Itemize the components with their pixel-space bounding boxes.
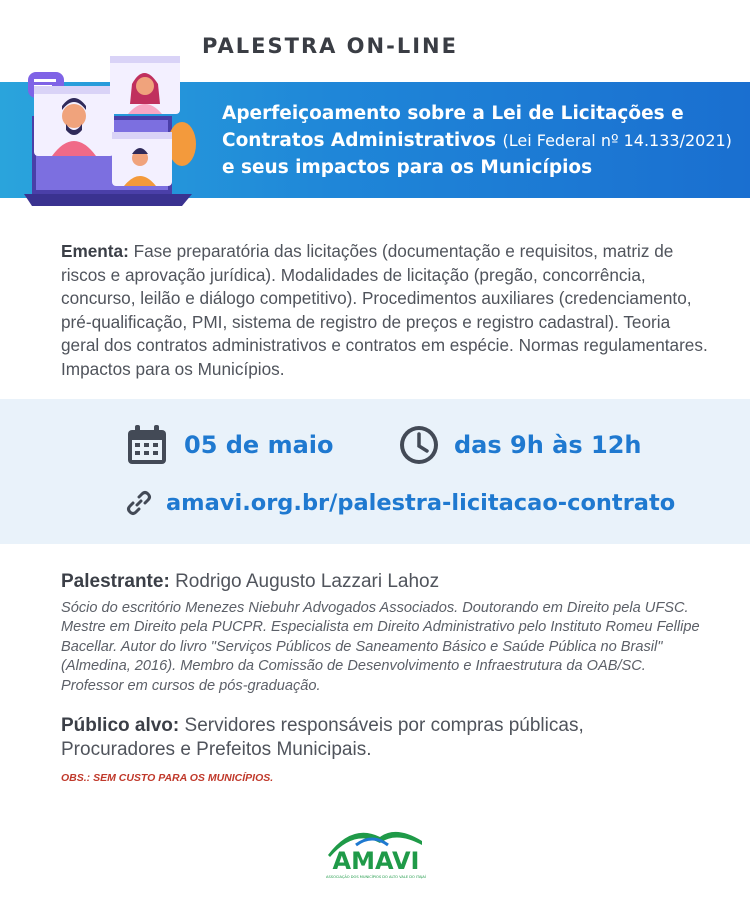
calendar-icon [126,424,168,466]
ementa-paragraph [61,240,711,382]
audience-label: Público alvo: [61,715,180,736]
link-text[interactable]: amavi.org.br/palestra-licitacao-contrato [166,490,676,516]
ementa-label: Ementa: [61,241,129,261]
date-text: 05 de maio [184,431,334,459]
observation-note: OBS.: SEM CUSTO PARA OS MUNICÍPIOS. [61,772,274,784]
page-title: PALESTRA ON-LINE [202,34,458,58]
event-date [126,424,333,466]
speaker-bio: Sócio do escritório Menezes Niebuhr Advogados Associados. Doutorando em Direito pela UFSC. Mestre em Direito pela PUCPR. Especialista em Direito Administrativo pelo Instituto Romeu Fellipe Bacellar. Autor do livro "Serviços Públicos de Saneamento Básico e Saúde Pública no Brasil" (Almedina, 2016). Membro da Comissão de Desenvolvimento e Infraestrutura da OAB/SC. Professor em cursos de pós-graduação. [61,600,700,694]
amavi-logo [322,815,430,881]
logo-tagline: ASSOCIAÇÃO DOS MUNICÍPIOS DO ALTO VALE DO ITAJAÍ [326,875,426,879]
video-conference-illustration [22,54,202,214]
banner-title-line1: Aperfeiçoamento sobre a Lei de Licitações e [222,103,684,124]
audience-text: Servidores responsáveis por compras públicas, Procuradores e Prefeitos Municipais. [61,715,584,760]
banner-title-line2: Contratos Administrativos [222,130,497,151]
audience-section [61,714,701,762]
banner-title [222,100,732,181]
speaker-name: Rodrigo Augusto Lazzari Lahoz [175,571,440,592]
time-text: das 9h às 12h [454,431,642,459]
event-info-band [0,399,750,544]
link-icon [126,490,152,516]
banner-title-line3: e seus impactos para os Municípios [222,157,593,178]
speaker-section [61,571,701,696]
clock-icon [398,424,440,466]
date-time-row [0,424,750,468]
event-link[interactable] [126,490,675,516]
speaker-line [61,571,701,593]
ementa-text: Fase preparatória das licitações (documentação e requisitos, matriz de riscos e aprovação jurídica). Modalidades de licitação (pregão, concorrência, concurso, leilão e diálogo competitivo). Procedimentos auxiliares (credenciamento, pré-qualificação, PMI, sistema de registro de preços e registro cadastral). Teoria geral dos contratos administrativos e contratos em espécie. Normas regulamentares. Impactos para os Municípios. [61,241,708,379]
law-reference: (Lei Federal nº 14.133/2021) [502,131,732,150]
event-time [398,424,641,466]
logo-text: AMAVI [332,847,420,875]
speaker-label: Palestrante: [61,571,170,592]
